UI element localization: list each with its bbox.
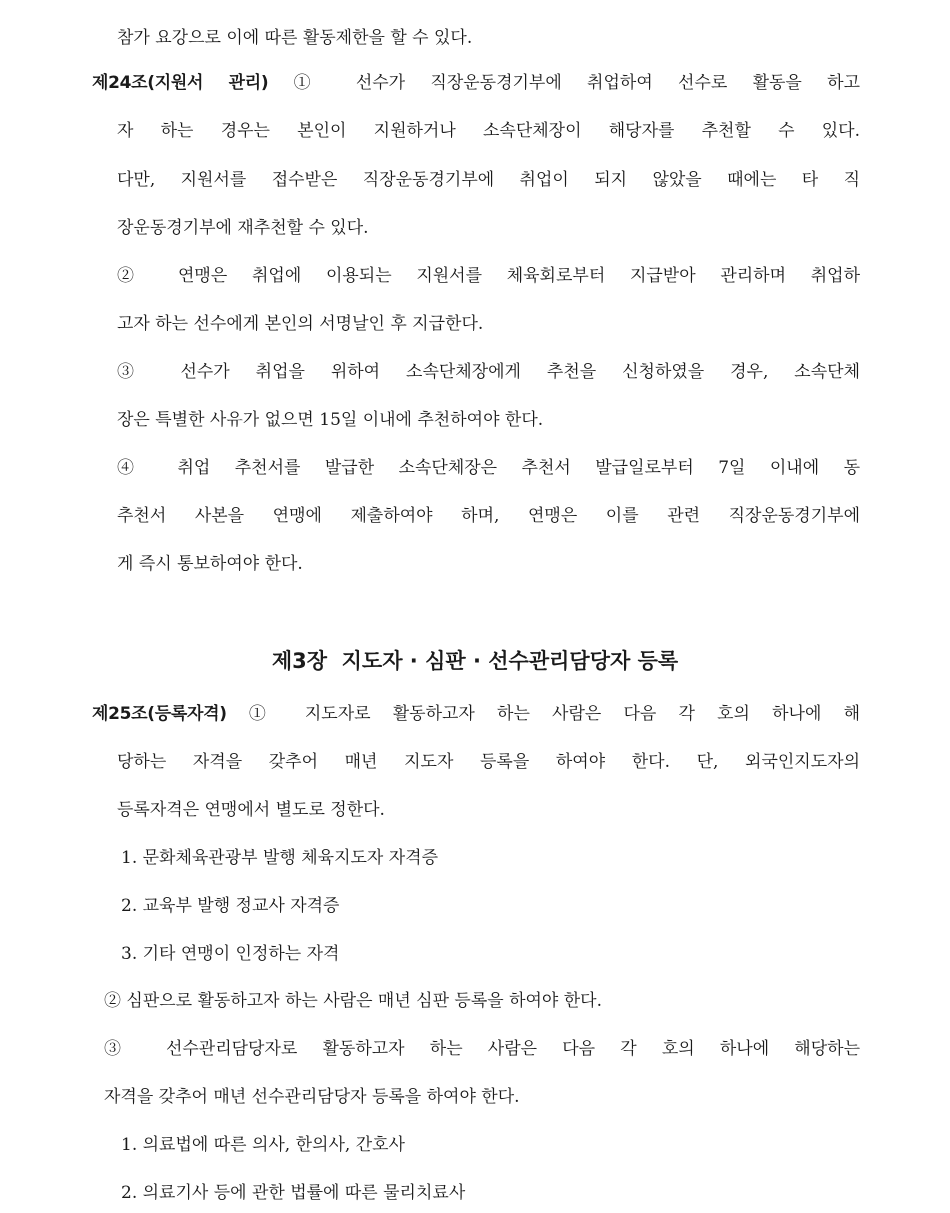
paragraph-text: ① 선수가 직장운동경기부에 취업하여 선수로 활동을 하고 [293,73,860,93]
article-25-first-line [92,702,860,726]
paragraph-text: ① 지도자로 활동하고자 하는 사람은 다음 각 호의 하나에 해 [248,704,861,724]
list-item: 1. 의료법에 따른 의사, 한의사, 간호사 [121,1135,405,1155]
paragraph-line: 장운동경기부에 재추천할 수 있다. [117,218,369,238]
article-24-title: 제24조(지원서 관리) [92,73,269,93]
paragraph-line: ④ 취업 추천서를 발급한 소속단체장은 추천서 발급일로부터 7일 이내에 동 [117,458,860,478]
list-item: 2. 의료기사 등에 관한 법률에 따른 물리치료사 [121,1183,466,1203]
paragraph-line: ② 연맹은 취업에 이용되는 지원서를 체육회로부터 지급받아 관리하며 취업하 [117,266,860,286]
article-24-first-line [92,71,860,95]
list-item: 3. 기타 연맹이 인정하는 자격 [121,944,340,964]
paragraph-line: 장은 특별한 사유가 없으면 15일 이내에 추천하여야 한다. [117,410,544,430]
list-item: 2. 교육부 발행 정교사 자격증 [121,896,340,916]
paragraph-line: 참가 요강으로 이에 따른 활동제한을 할 수 있다. [117,28,473,48]
paragraph-line: 고자 하는 선수에게 본인의 서명날인 후 지급한다. [117,314,484,334]
paragraph-line: 당하는 자격을 갖추어 매년 지도자 등록을 하여야 한다. 단, 외국인지도자의 [117,752,860,772]
chapter-title: 제3장 지도자 · 심판 · 선수관리담당자 등록 [271,649,679,673]
paragraph-line: 추천서 사본을 연맹에 제출하여야 하며, 연맹은 이를 관련 직장운동경기부에 [117,506,860,526]
paragraph-line: ② 심판으로 활동하고자 하는 사람은 매년 심판 등록을 하여야 한다. [104,991,603,1011]
paragraph-line: 게 즉시 통보하여야 한다. [117,554,303,574]
paragraph-line: 자 하는 경우는 본인이 지원하거나 소속단체장이 해당자를 추천할 수 있다. [117,121,860,141]
paragraph-line: 등록자격은 연맹에서 별도로 정한다. [117,800,385,820]
article-25-title: 제25조(등록자격) [92,704,227,724]
paragraph-line: ③ 선수관리담당자로 활동하고자 하는 사람은 다음 각 호의 하나에 해당하는 [104,1039,860,1059]
paragraph-line: ③ 선수가 취업을 위하여 소속단체장에게 추천을 신청하였을 경우, 소속단체 [117,362,860,382]
paragraph-line: 다만, 지원서를 접수받은 직장운동경기부에 취업이 되지 않았을 때에는 타 직 [117,170,860,190]
list-item: 1. 문화체육관광부 발행 체육지도자 자격증 [121,848,439,868]
paragraph-line: 자격을 갖추어 매년 선수관리담당자 등록을 하여야 한다. [104,1087,520,1107]
